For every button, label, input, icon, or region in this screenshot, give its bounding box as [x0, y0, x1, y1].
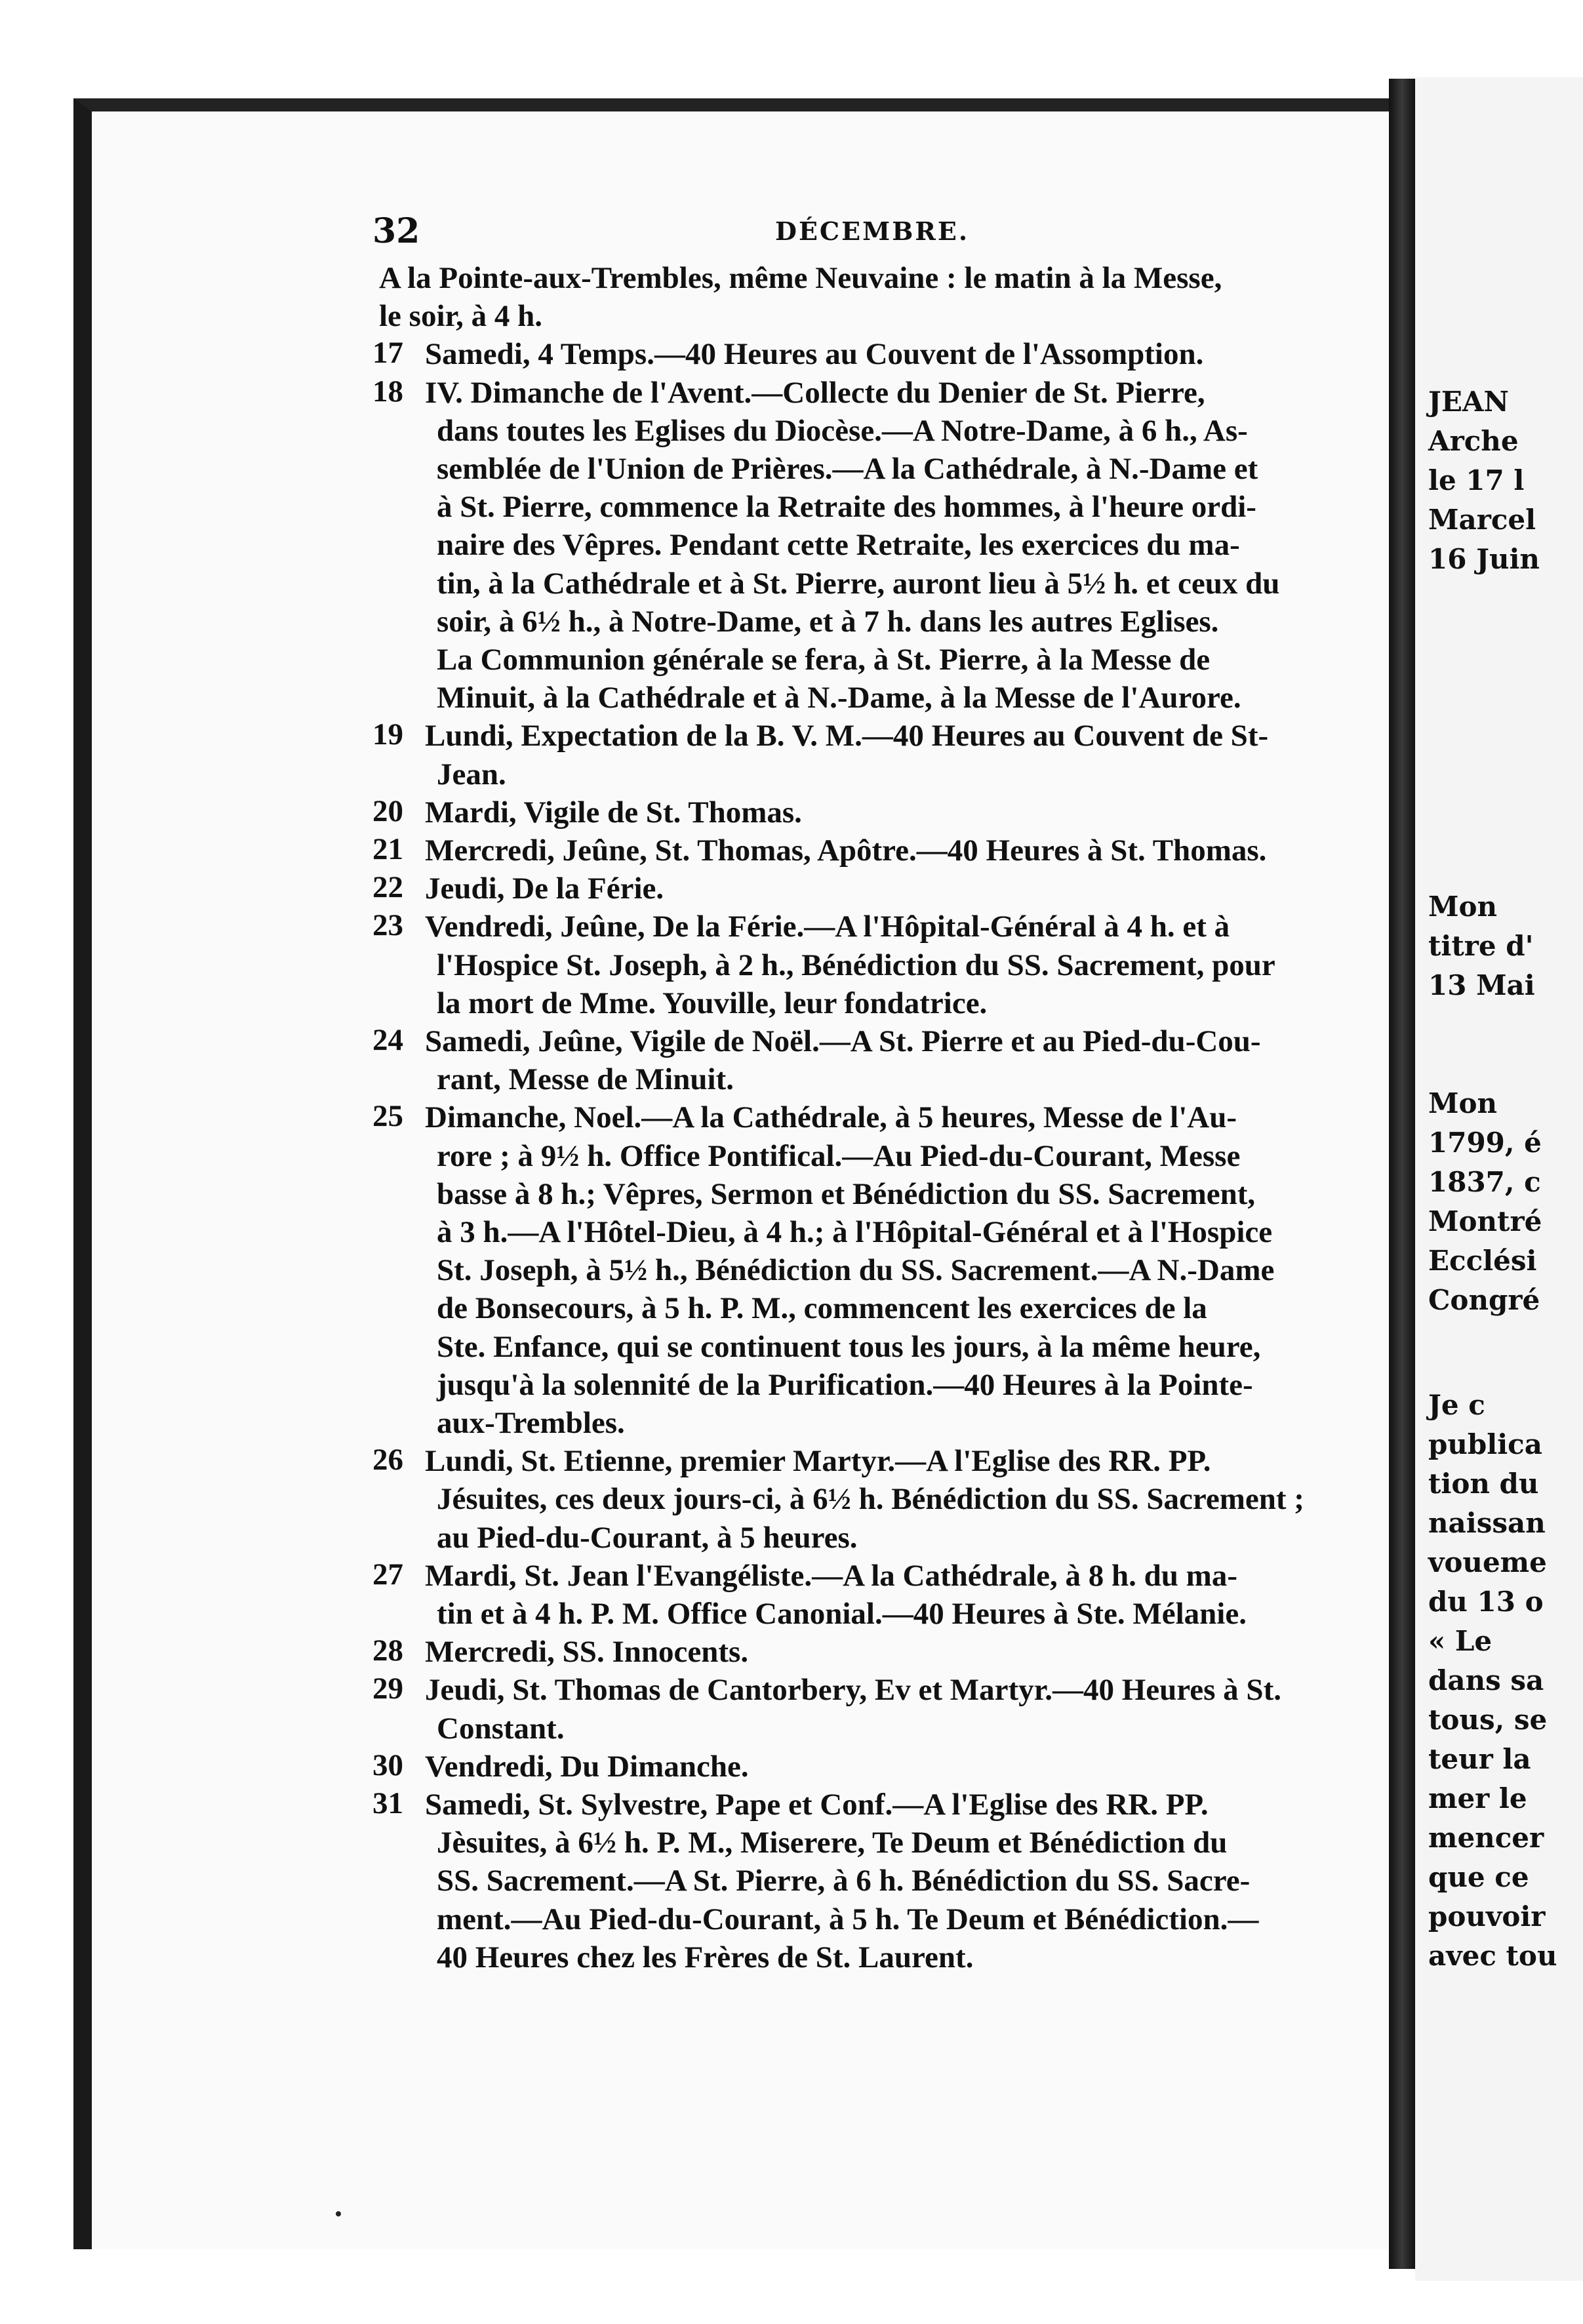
- entry-line: rore ; à 9½ h. Office Pontifical.—Au Pied-du-Courant, Messe: [437, 1138, 1241, 1173]
- right-page-text: Congré: [1428, 1284, 1540, 1316]
- right-page-text: mencer: [1428, 1822, 1544, 1854]
- entry-line: rant, Messe de Minuit.: [437, 1062, 734, 1097]
- right-page-text: du 13 o: [1428, 1586, 1544, 1618]
- right-page-text: le 17 l: [1428, 464, 1525, 496]
- right-page-text: que ce: [1428, 1861, 1529, 1893]
- right-page-text: Marcel: [1428, 504, 1536, 536]
- entry-line: Vendredi, Du Dimanche.: [425, 1749, 749, 1784]
- running-head: DÉCEMBRE.: [775, 216, 970, 246]
- entry-line: Jeudi, St. Thomas de Cantorbery, Ev et Martyr.—40 Heures à St.: [425, 1673, 1281, 1708]
- entry-line: le soir, à 4 h.: [379, 299, 542, 334]
- entry-line: Samedi, St. Sylvestre, Pape et Conf.—A l'Eglise des RR. PP.: [425, 1788, 1209, 1822]
- day-number: 31: [372, 1786, 403, 1820]
- right-page-text: dans sa: [1428, 1664, 1544, 1696]
- entry-line: la mort de Mme. Youville, leur fondatrice.: [437, 986, 988, 1020]
- right-page-text: Montré: [1428, 1205, 1542, 1237]
- entry-line: aux-Trembles.: [437, 1406, 625, 1440]
- day-number: 26: [372, 1443, 403, 1477]
- right-page-text: Mon: [1428, 1087, 1498, 1119]
- entry-line: Minuit, à la Cathédrale et à N.-Dame, à la Messe de l'Aurore.: [437, 681, 1241, 715]
- day-number: 17: [372, 336, 403, 371]
- day-number: 30: [372, 1748, 403, 1782]
- right-page-text: Ecclési: [1428, 1245, 1537, 1277]
- day-number: 24: [372, 1023, 403, 1057]
- right-page-text: publica: [1428, 1428, 1542, 1460]
- entry-line: SS. Sacrement.—A St. Pierre, à 6 h. Bénédiction du SS. Sacre-: [437, 1864, 1251, 1898]
- entry-line: soir, à 6½ h., à Notre-Dame, et à 7 h. dans les autres Eglises.: [437, 604, 1219, 639]
- entry-line: Jeudi, De la Férie.: [425, 872, 664, 906]
- right-page-text: 1837, c: [1428, 1166, 1541, 1198]
- entry-line: ment.—Au Pied-du-Courant, à 5 h. Te Deum et Bénédiction.—: [437, 1902, 1259, 1936]
- entry-line: dans toutes les Eglises du Diocèse.—A Notre-Dame, à 6 h., As-: [437, 413, 1248, 448]
- day-number: 18: [372, 374, 403, 409]
- day-number: 23: [372, 908, 403, 943]
- entry-line: au Pied-du-Courant, à 5 heures.: [437, 1520, 858, 1555]
- entry-line: Jèsuites, à 6½ h. P. M., Miserere, Te Deum et Bénédiction du: [437, 1826, 1228, 1860]
- right-page-text: voueme: [1428, 1546, 1547, 1578]
- right-page-text: tion du: [1428, 1468, 1539, 1500]
- right-page-text: tous, se: [1428, 1704, 1548, 1736]
- day-number: 20: [372, 793, 403, 828]
- right-page-text: Arche: [1428, 425, 1519, 457]
- right-page-text: 1799, é: [1428, 1127, 1542, 1159]
- entry-line: 40 Heures chez les Frères de St. Laurent.: [437, 1940, 974, 1974]
- entry-line: Mardi, Vigile de St. Thomas.: [425, 795, 802, 830]
- entry-line: Mercredi, Jeûne, St. Thomas, Apôtre.—40 Heures à St. Thomas.: [425, 833, 1267, 868]
- right-page-fragment: [1415, 77, 1583, 2281]
- speck: [336, 2211, 341, 2216]
- right-page-text: pouvoir: [1428, 1900, 1546, 1933]
- entry-line: Dimanche, Noel.—A la Cathédrale, à 5 heures, Messe de l'Au-: [425, 1100, 1237, 1135]
- right-page-text: « Le: [1428, 1625, 1493, 1657]
- entry-line: à 3 h.—A l'Hôtel-Dieu, à 4 h.; à l'Hôpital-Général et à l'Hospice: [437, 1215, 1273, 1249]
- right-page-text: 13 Mai: [1428, 969, 1535, 1001]
- entry-line: A la Pointe-aux-Trembles, même Neuvaine : le matin à la Messe,: [379, 261, 1222, 295]
- entry-line: tin, à la Cathédrale et à St. Pierre, auront lieu à 5½ h. et ceux du: [437, 566, 1280, 601]
- entry-line: l'Hospice St. Joseph, à 2 h., Bénédiction du SS. Sacrement, pour: [437, 948, 1275, 982]
- entry-line: Mercredi, SS. Innocents.: [425, 1635, 749, 1670]
- entry-line: Ste. Enfance, qui se continuent tous les jours, à la même heure,: [437, 1329, 1261, 1364]
- day-number: 19: [372, 717, 403, 752]
- right-page-text: titre d': [1428, 930, 1534, 962]
- day-number: 28: [372, 1633, 403, 1668]
- entry-line: IV. Dimanche de l'Avent.—Collecte du Denier de St. Pierre,: [425, 375, 1205, 410]
- entry-line: de Bonsecours, à 5 h. P. M., commencent les exercices de la: [437, 1291, 1207, 1326]
- right-page-text: teur la: [1428, 1743, 1531, 1775]
- entry-line: Lundi, St. Etienne, premier Martyr.—A l'Eglise des RR. PP.: [425, 1444, 1211, 1479]
- page-number: 32: [372, 211, 420, 251]
- entry-line: jusqu'à la solennité de la Purification.—40 Heures à la Pointe-: [437, 1367, 1253, 1402]
- day-number: 27: [372, 1557, 403, 1592]
- entry-line: Samedi, Jeûne, Vigile de Noël.—A St. Pierre et au Pied-du-Cou-: [425, 1024, 1261, 1058]
- right-page-text: 16 Juin: [1428, 543, 1540, 575]
- entry-line: St. Joseph, à 5½ h., Bénédiction du SS. Sacrement.—A N.-Dame: [437, 1253, 1275, 1288]
- entry-line: La Communion générale se fera, à St. Pierre, à la Messe de: [437, 643, 1211, 677]
- right-page-text: JEAN: [1428, 386, 1509, 418]
- right-page-text: Je c: [1428, 1389, 1485, 1421]
- day-number: 21: [372, 832, 403, 866]
- right-page-text: avec tou: [1428, 1940, 1557, 1972]
- entry-line: Jean.: [437, 757, 506, 791]
- entry-line: naire des Vêpres. Pendant cette Retraite, les exercices du ma-: [437, 528, 1240, 563]
- entry-line: Jésuites, ces deux jours-ci, à 6½ h. Bénédiction du SS. Sacrement ;: [437, 1482, 1304, 1517]
- entry-line: Mardi, St. Jean l'Evangéliste.—A la Cathédrale, à 8 h. du ma-: [425, 1558, 1237, 1593]
- entry-line: Samedi, 4 Temps.—40 Heures au Couvent de l'Assomption.: [425, 337, 1204, 372]
- entry-line: tin et à 4 h. P. M. Office Canonial.—40 Heures à Ste. Mélanie.: [437, 1597, 1247, 1631]
- day-number: 25: [372, 1099, 403, 1134]
- entry-line: semblée de l'Union de Prières.—A la Cathédrale, à N.-Dame et: [437, 452, 1258, 486]
- right-page-text: mer le: [1428, 1782, 1527, 1814]
- day-number: 29: [372, 1672, 403, 1706]
- book-gutter: [1389, 79, 1415, 2269]
- entry-line: Constant.: [437, 1711, 565, 1746]
- entry-line: Lundi, Expectation de la B. V. M.—40 Heures au Couvent de St-: [425, 719, 1269, 753]
- entry-line: Vendredi, Jeûne, De la Férie.—A l'Hôpital-Général à 4 h. et à: [425, 910, 1230, 944]
- day-number: 22: [372, 870, 403, 905]
- right-page-text: Mon: [1428, 891, 1498, 923]
- entry-line: à St. Pierre, commence la Retraite des hommes, à l'heure ordi-: [437, 490, 1256, 525]
- right-page-text: naissan: [1428, 1507, 1546, 1539]
- entry-line: basse à 8 h.; Vêpres, Sermon et Bénédiction du SS. Sacrement,: [437, 1176, 1256, 1211]
